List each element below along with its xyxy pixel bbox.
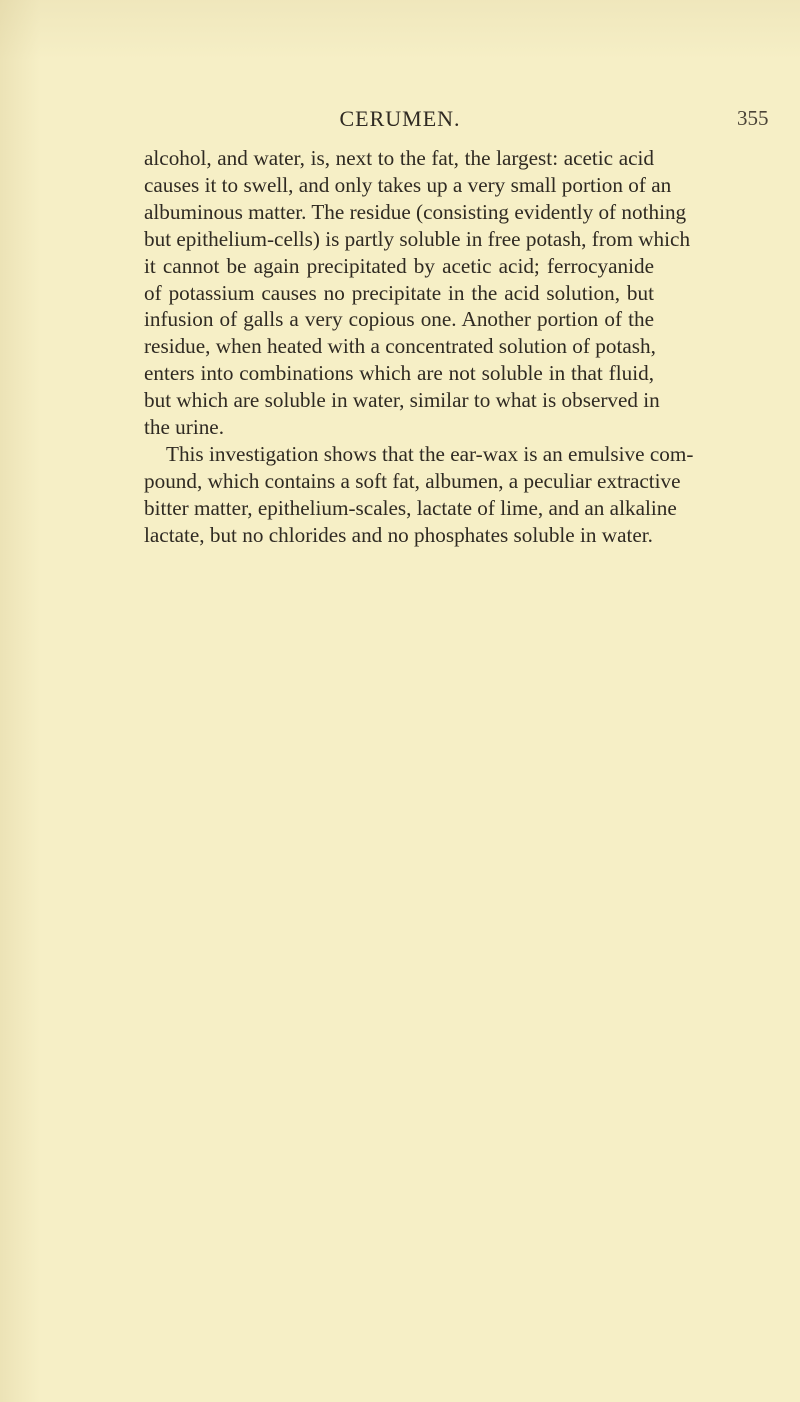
body-text — [144, 145, 694, 549]
text-line: it cannot be again precipitated by acetic acid; ferrocyanide — [144, 253, 654, 278]
paragraph-1 — [144, 145, 691, 441]
text-line: residue, when heated with a concentrated solution of potash, — [144, 334, 656, 359]
text-line: This investigation shows that the ear-wax is an emulsive com- — [166, 441, 694, 466]
text-line: but epithelium-cells) is partly soluble in free potash, from which — [144, 226, 691, 251]
text-line: lactate, but no chlorides and no phosphates soluble in water. — [144, 522, 653, 547]
text-line: but which are soluble in water, similar to what is observed in — [144, 388, 660, 413]
paragraph-2 — [144, 441, 694, 549]
running-head — [0, 106, 800, 136]
text-line: of potassium causes no precipitate in the acid solution, but — [144, 280, 654, 305]
text-line: causes it to swell, and only takes up a very small portion of an — [144, 172, 672, 197]
text-line: albuminous matter. The residue (consisting evidently of nothing — [144, 199, 687, 224]
text-line: infusion of galls a very copious one. Another portion of the — [144, 307, 654, 332]
text-line: pound, which contains a soft fat, albumen, a peculiar extractive — [144, 468, 681, 493]
text-line: the urine. — [144, 415, 225, 440]
text-line: enters into combinations which are not soluble in that fluid, — [144, 361, 654, 386]
text-line: bitter matter, epithelium-scales, lactate of lime, and an alkaline — [144, 495, 677, 520]
running-title: CERUMEN. — [339, 106, 461, 131]
text-line: alcohol, and water, is, next to the fat, the largest: acetic acid — [144, 146, 654, 170]
page-number: 355 — [737, 106, 769, 130]
